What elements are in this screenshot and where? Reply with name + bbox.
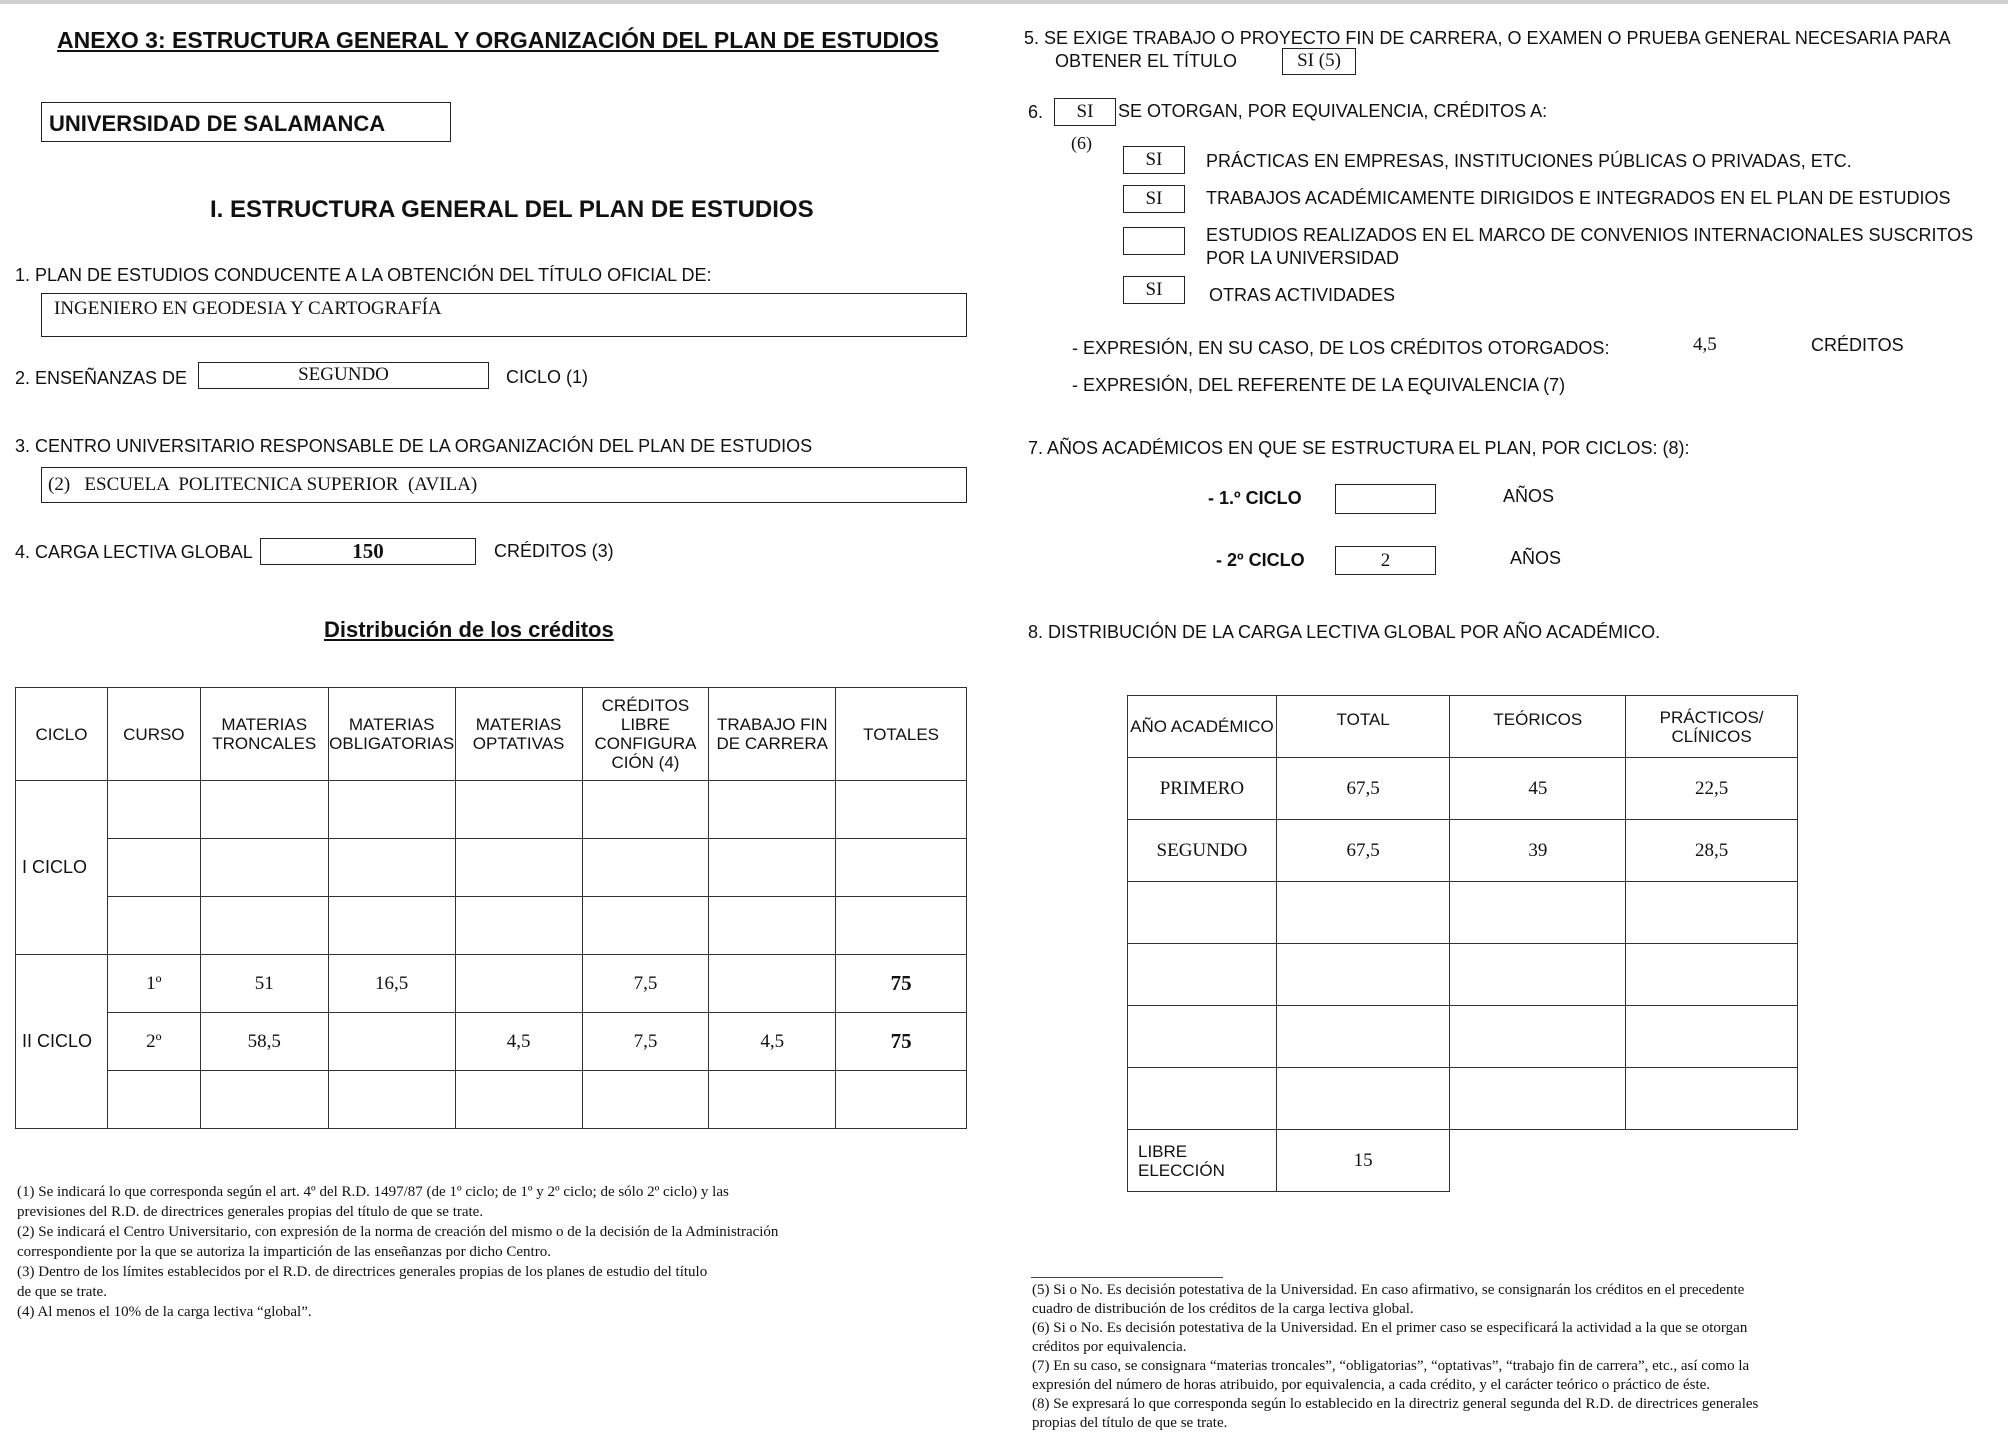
cell (200, 781, 328, 839)
footnote-line: (4) Al menos el 10% de la carga lectiva “global”. (17, 1304, 312, 1320)
year-row-empty (1128, 944, 1798, 1006)
annex-title: ANEXO 3: ESTRUCTURA GENERAL Y ORGANIZACIÓN DEL PLAN DE ESTUDIOS (57, 27, 939, 53)
row1-curso: 1º (107, 955, 200, 1013)
right-footnotes (1032, 1281, 1992, 1433)
footnote-line: (5) Si o No. Es decisión potestativa de la Universidad. En caso afirmativo, se consignarán los créditos en el precedente (1032, 1282, 1745, 1298)
header-trabajo-fin: TRABAJO FIN DE CARRERA (709, 688, 836, 781)
university-name: UNIVERSIDAD DE SALAMANCA (49, 111, 386, 136)
q4-label: 4. CARGA LECTIVA GLOBAL (15, 542, 253, 562)
year-row-1 (1128, 758, 1798, 820)
ciclo1-row-1 (16, 781, 967, 839)
q7-label: 7. AÑOS ACADÉMICOS EN QUE SE ESTRUCTURA EL PLAN, POR CICLOS: (8): (1028, 438, 1690, 458)
libre-eleccion-value: 15 (1276, 1130, 1450, 1192)
header-totales: TOTALES (836, 688, 967, 781)
q1-field (41, 293, 967, 337)
ciclo1-years-box (1335, 484, 1436, 514)
ciclo2-years-value: 2 (1380, 550, 1391, 571)
footnote-line: (8) Se expresará lo que corresponda según lo establecido en la directriz general segunda del R.D. de directrices generales (1032, 1396, 1759, 1412)
cell (455, 897, 582, 955)
q2-suffix: CICLO (1) (506, 367, 589, 387)
cell (1128, 944, 1277, 1006)
q2-value: SEGUNDO (298, 364, 389, 385)
q5-value: SI (5) (1297, 50, 1341, 71)
q2-label: 2. ENSEÑANZAS DE (15, 368, 188, 388)
footnote-line: propias del título de que se trate. (1032, 1415, 1228, 1431)
header-curso: CURSO (107, 688, 200, 781)
footnote-line: previsiones del R.D. de directrices generales propias del título de que se trate. (17, 1204, 484, 1220)
row2-libre: 7,5 (582, 1013, 709, 1071)
header-troncales: MATERIAS TRONCALES (200, 688, 328, 781)
cell (328, 897, 455, 955)
q4-field (260, 538, 476, 565)
row1-optativas (455, 955, 582, 1013)
item4-text: OTRAS ACTIVIDADES (1209, 285, 1396, 305)
cell (1128, 1006, 1277, 1068)
cell (836, 839, 967, 897)
q3-field (41, 467, 967, 503)
row1-trabajo (709, 955, 836, 1013)
expr1-value: 4,5 (1693, 334, 1717, 355)
q5-box (1282, 48, 1356, 75)
cell (836, 897, 967, 955)
cell (836, 781, 967, 839)
item2-box-value: SI (1145, 188, 1163, 209)
item3-box (1123, 227, 1185, 255)
year-row-empty (1128, 1006, 1798, 1068)
q3-label: 3. CENTRO UNIVERSITARIO RESPONSABLE DE LA ORGANIZACIÓN DEL PLAN DE ESTUDIOS (15, 436, 813, 456)
cell (107, 1071, 200, 1129)
item1-box-value: SI (1145, 149, 1163, 170)
left-footnotes (17, 1182, 977, 1322)
cell (1128, 882, 1277, 944)
item3-text-2: POR LA UNIVERSIDAD (1206, 248, 1400, 268)
year-row1-teoricos: 45 (1450, 758, 1626, 820)
credits-table (15, 687, 967, 1129)
libre-eleccion-label: LIBRE ELECCIÓN (1128, 1130, 1277, 1192)
row2-troncales: 58,5 (200, 1013, 328, 1071)
item4-box-value: SI (1145, 279, 1163, 300)
year-row1-practicos: 22,5 (1626, 758, 1798, 820)
ciclo2-years-unit: AÑOS (1510, 548, 1562, 568)
year-distribution-table (1127, 695, 1798, 1192)
cell (200, 1071, 328, 1129)
footnote-line: de que se trate. (17, 1284, 107, 1300)
header-teoricos: TEÓRICOS (1450, 696, 1626, 758)
item3-text: ESTUDIOS REALIZADOS EN EL MARCO DE CONVENIOS INTERNACIONALES SUSCRITOS (1206, 225, 1974, 245)
cell (709, 897, 836, 955)
cell (107, 781, 200, 839)
ciclo1-years-unit: AÑOS (1503, 486, 1555, 506)
row2-trabajo: 4,5 (709, 1013, 836, 1071)
year-row2-practicos: 28,5 (1626, 820, 1798, 882)
cell (328, 839, 455, 897)
expr2-label: - EXPRESIÓN, DEL REFERENTE DE LA EQUIVALENCIA (7) (1072, 375, 1566, 395)
cell (1450, 1006, 1626, 1068)
section-title: I. ESTRUCTURA GENERAL DEL PLAN DE ESTUDIOS (210, 196, 814, 223)
header-practicos: PRÁCTICOS/ CLÍNICOS (1626, 696, 1798, 758)
q6-si: SI (1076, 101, 1094, 122)
cell (455, 1071, 582, 1129)
footnote-line: (3) Dentro de los límites establecidos por el R.D. de directrices generales propias de los planes de estudio del título (17, 1264, 708, 1280)
footnote-line: (6) Si o No. Es decisión potestativa de la Universidad. En el primer caso se especificará la actividad a la que se otorgan (1032, 1320, 1748, 1336)
header-ciclo: CICLO (16, 688, 108, 781)
ciclo1-row-2 (16, 839, 967, 897)
year-row2-teoricos: 39 (1450, 820, 1626, 882)
credits-header-row (16, 688, 967, 781)
cell (582, 1071, 709, 1129)
cell (582, 839, 709, 897)
q6-number: 6. (1028, 102, 1044, 122)
footnote-line: (2) Se indicará el Centro Universitario, con expresión de la norma de creación del mismo o de la decisión de la Administración (17, 1224, 779, 1240)
year-row-empty (1128, 882, 1798, 944)
ciclo1-label: I CICLO (16, 781, 108, 955)
ciclo2-label: II CICLO (16, 955, 108, 1129)
cell (1276, 882, 1450, 944)
q8-label: 8. DISTRIBUCIÓN DE LA CARGA LECTIVA GLOBAL POR AÑO ACADÉMICO. (1028, 622, 1661, 642)
cell (1626, 944, 1798, 1006)
row2-total: 75 (836, 1013, 967, 1071)
footnote-line: cuadro de distribución de los créditos de la carga lectiva global. (1032, 1301, 1414, 1317)
q3-value: (2) ESCUELA POLITECNICA SUPERIOR (AVILA) (48, 474, 478, 495)
cell (1276, 1068, 1450, 1130)
university-box (41, 102, 451, 142)
header-obligatorias: MATERIAS OBLIGATORIAS (328, 688, 455, 781)
cell (836, 1071, 967, 1129)
cell (328, 781, 455, 839)
row1-libre: 7,5 (582, 955, 709, 1013)
empty-space (1450, 1130, 1626, 1192)
expr1-unit: CRÉDITOS (1811, 335, 1904, 355)
footnote-line: (7) En su caso, se consignara “materias troncales”, “obligatorias”, “optativas”, “trabajo fin de carrera”, etc., así como la (1032, 1358, 1750, 1374)
year-row-empty (1128, 1068, 1798, 1130)
cell (1626, 882, 1798, 944)
cell (709, 781, 836, 839)
cell (582, 897, 709, 955)
row2-obligatorias (328, 1013, 455, 1071)
footnote-line: (1) Se indicará lo que corresponda según el art. 4º del R.D. 1497/87 (de 1º ciclo; de 1º y 2º ciclo; de sólo 2º ciclo) y las (17, 1184, 729, 1200)
scan-top-edge (0, 0, 2008, 4)
row1-obligatorias: 16,5 (328, 955, 455, 1013)
footnote-line: correspondiente por la que se autoriza la impartición de las enseñanzas por dicho Centro. (17, 1244, 551, 1260)
q1-label: 1. PLAN DE ESTUDIOS CONDUCENTE A LA OBTENCIÓN DEL TÍTULO OFICIAL DE: (15, 265, 712, 285)
row2-curso: 2º (107, 1013, 200, 1071)
ciclo2-years-box (1335, 546, 1436, 575)
item1-text: PRÁCTICAS EN EMPRESAS, INSTITUCIONES PÚBLICAS O PRIVADAS, ETC. (1206, 151, 1852, 171)
cell (1450, 882, 1626, 944)
year-row1-total: 67,5 (1276, 758, 1450, 820)
cell (455, 839, 582, 897)
cell (107, 897, 200, 955)
footnote-line: créditos por equivalencia. (1032, 1339, 1187, 1355)
ciclo2-label-right: - 2º CICLO (1216, 550, 1305, 570)
header-optativas: MATERIAS OPTATIVAS (455, 688, 582, 781)
empty-space (1626, 1130, 1798, 1192)
header-libre-configuracion: CRÉDITOS LIBRE CONFIGURA CIÓN (4) (582, 688, 709, 781)
header-anio: AÑO ACADÉMICO (1128, 696, 1277, 758)
cell (1626, 1068, 1798, 1130)
cell (200, 897, 328, 955)
cell (582, 781, 709, 839)
row1-troncales: 51 (200, 955, 328, 1013)
q5-line2: OBTENER EL TÍTULO (1055, 51, 1238, 71)
ciclo2-row-3 (16, 1071, 967, 1129)
q6-box (1054, 98, 1116, 126)
footnote-rule (1031, 1277, 1223, 1278)
q4-suffix: CRÉDITOS (3) (494, 541, 614, 561)
item2-box (1123, 185, 1185, 213)
q5-line1: 5. SE EXIGE TRABAJO O PROYECTO FIN DE CARRERA, O EXAMEN O PRUEBA GENERAL NECESARIA PARA (1024, 28, 1951, 48)
year-row-2 (1128, 820, 1798, 882)
item2-text: TRABAJOS ACADÉMICAMENTE DIRIGIDOS E INTEGRADOS EN EL PLAN DE ESTUDIOS (1206, 188, 1951, 208)
year-row2-total: 67,5 (1276, 820, 1450, 882)
year-row2-name: SEGUNDO (1128, 820, 1277, 882)
header-total: TOTAL (1276, 696, 1450, 758)
q2-field (198, 362, 489, 389)
ciclo2-row-2 (16, 1013, 967, 1071)
cell (1276, 944, 1450, 1006)
row2-optativas: 4,5 (455, 1013, 582, 1071)
q1-value: INGENIERO EN GEODESIA Y CARTOGRAFÍA (54, 298, 442, 319)
cell (709, 1071, 836, 1129)
libre-eleccion-row (1128, 1130, 1798, 1192)
ciclo1-label-right: - 1.º CICLO (1208, 488, 1302, 508)
item1-box (1123, 146, 1185, 174)
cell (200, 839, 328, 897)
row1-total: 75 (836, 955, 967, 1013)
cell (1626, 1006, 1798, 1068)
item4-box (1123, 276, 1185, 304)
ciclo2-row-1 (16, 955, 967, 1013)
q6-note: (6) (1071, 133, 1092, 153)
cell (709, 839, 836, 897)
expr1-label: - EXPRESIÓN, EN SU CASO, DE LOS CRÉDITOS OTORGADOS: (1072, 338, 1610, 358)
cell (1450, 944, 1626, 1006)
q6-text: SE OTORGAN, POR EQUIVALENCIA, CRÉDITOS A: (1118, 101, 1548, 121)
q4-value: 150 (352, 539, 384, 563)
year-header-row (1128, 696, 1798, 758)
cell (1276, 1006, 1450, 1068)
cell (455, 781, 582, 839)
ciclo1-row-3 (16, 897, 967, 955)
footnote-line: expresión del número de horas atribuido, por equivalencia, a cada crédito, y el carácter teórico o práctico de éste. (1032, 1377, 1711, 1393)
cell (328, 1071, 455, 1129)
cell (1450, 1068, 1626, 1130)
year-row1-name: PRIMERO (1128, 758, 1277, 820)
distribution-title: Distribución de los créditos (324, 617, 614, 642)
cell (1128, 1068, 1277, 1130)
cell (107, 839, 200, 897)
